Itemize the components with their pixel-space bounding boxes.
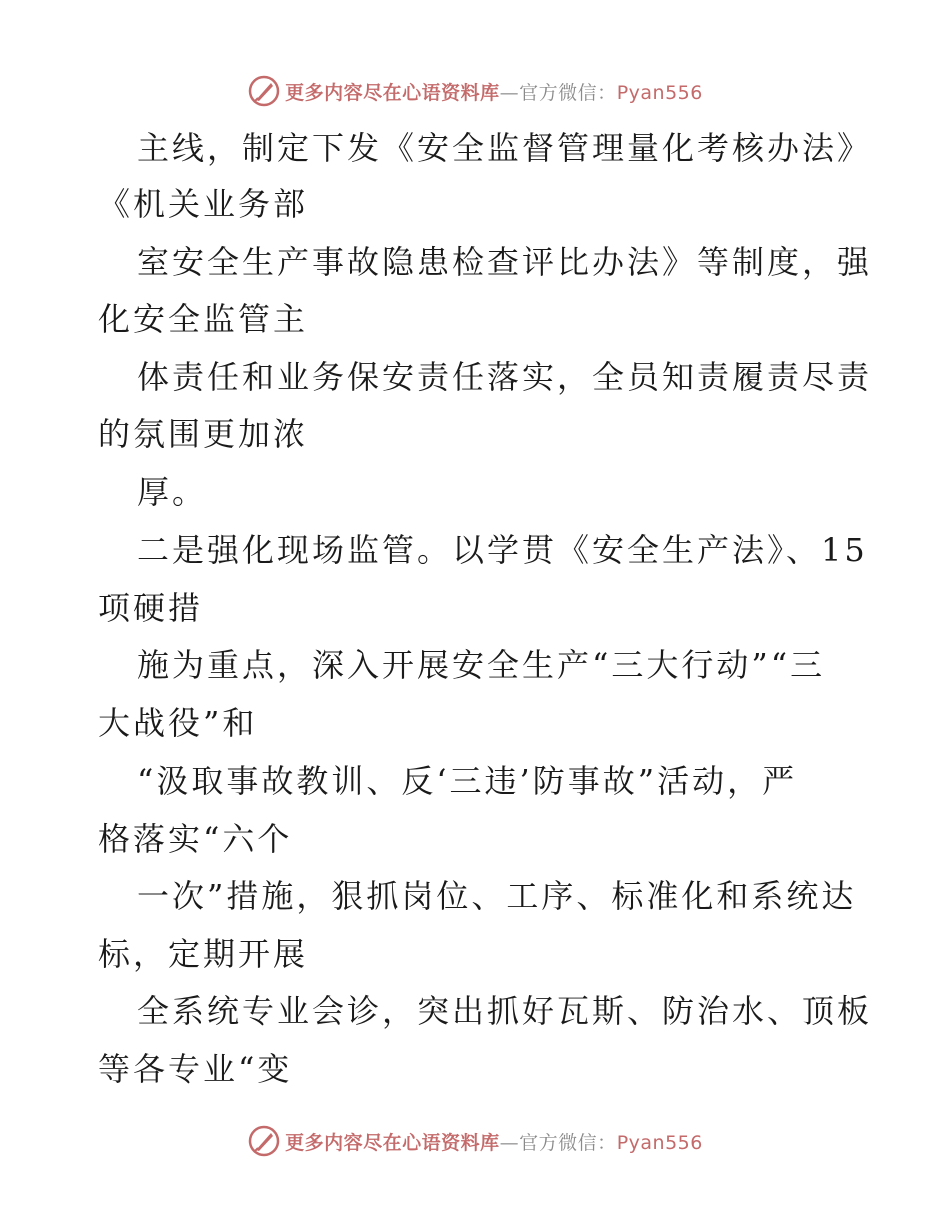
watermark-official-label: 官方微信：	[519, 81, 617, 104]
header-watermark	[0, 71, 950, 111]
watermark-wechat-id: Pyan556	[616, 1131, 703, 1154]
body-line: 主线，制定下发《安全监督管理量化考核办法》	[137, 129, 873, 167]
body-line: 厚。	[137, 473, 208, 511]
body-line: 全系统专业会诊，突出抓好瓦斯、防治水、顶板	[137, 992, 873, 1030]
body-line: 等各专业“变	[98, 1050, 293, 1088]
watermark-official-label: 官方微信：	[519, 1131, 617, 1154]
watermark-wechat-id: Pyan556	[616, 81, 703, 104]
body-line: “汲取事故教训、反‘三违’防事故”活动，严	[137, 762, 798, 800]
body-line: 室安全生产事故隐患检查评比办法》等制度，强	[137, 243, 873, 281]
body-line: 大战役”和	[98, 704, 258, 742]
footer-watermark	[0, 1121, 950, 1161]
body-line: 《机关业务部	[98, 185, 309, 223]
quill-logo-icon	[247, 74, 281, 108]
body-line: 的氛围更加浓	[98, 415, 309, 453]
body-line: 施为重点，深入开展安全生产“三大行动”“三	[137, 646, 826, 684]
body-line: 一次”措施，狠抓岗位、工序、标准化和系统达	[137, 877, 857, 915]
watermark-dash: —	[499, 81, 520, 104]
watermark-text	[285, 1128, 703, 1155]
body-line: 标，定期开展	[98, 935, 309, 973]
watermark-site-text: 更多内容尽在心语资料库	[285, 81, 500, 104]
body-line: 项硬措	[98, 589, 204, 627]
body-line: 二是强化现场监管。以学贯《安全生产法》、15	[137, 531, 868, 569]
watermark-text	[285, 78, 703, 105]
body-line: 体责任和业务保安责任落实，全员知责履责尽责	[137, 358, 873, 396]
watermark-site-text: 更多内容尽在心语资料库	[285, 1131, 500, 1154]
body-line: 格落实“六个	[98, 820, 293, 858]
watermark-dash: —	[499, 1131, 520, 1154]
quill-logo-icon	[247, 1124, 281, 1158]
body-line: 化安全监管主	[98, 300, 309, 338]
